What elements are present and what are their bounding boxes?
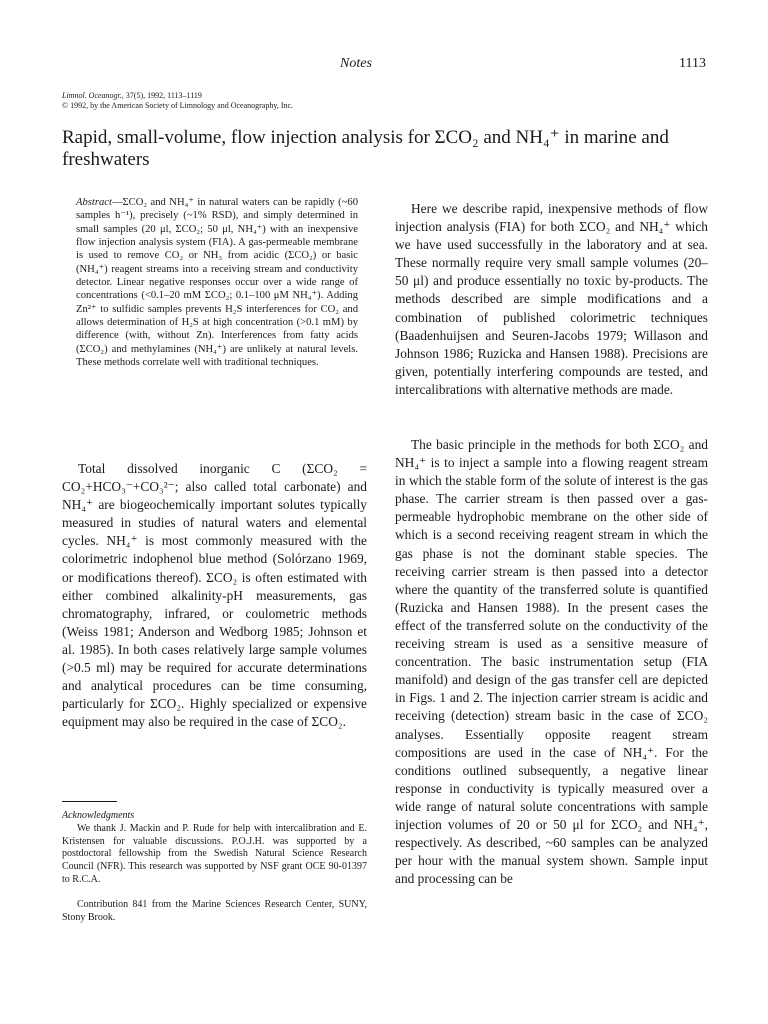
abstract-label: Abstract [76, 197, 112, 208]
copyright-line: © 1992, by the American Society of Limnology and Oceanography, Inc. [62, 101, 294, 110]
right-paragraph-2: The basic principle in the methods for both ΣCO₂ and NH₄⁺ is to inject a sample into a flowing reagent stream in which the stable form of the solute of interest is the gas phase. The carrier stream is then passed over a gas-permeable hydrophobic membrane on the other side of which is a second receiving reagent stream in which the gas phase is not the dominant stable species. The receiving carrier stream is then passed into a detector where the quantity of the transferred solute is quantified (Ruzicka and Hansen 1988). In the present cases the effect of the transferred solute on the conductivity of the receiving stream is used as a sensitive measure of concentration. The basic instrumentation setup (FIA manifold) and design of the gas transfer cell are depicted in Figs. 1 and 2. The injection carrier stream is acidic and receiving (detection) stream basic in the case of ΣCO₂ analyses. Essentially opposite reagent stream compositions are used in the case of NH₄⁺. For the conditions outlined subsequently, a negative linear response in conductivity is typically measured over a wide range of natural solute concentrations with sample injection volumes of 20 or 50 μl for ΣCO₂ and NH₄⁺, respectively. As described, ~60 samples can be analyzed per hour with the manual system shown. Sample input and processing can be [395, 437, 708, 887]
right-paragraph-1: Here we describe rapid, inexpensive methods of flow injection analysis (FIA) for both ΣCO₂ and NH₄⁺ which we have used successfully in the laboratory and at sea. These normally require very small sample volumes (20–50 μl) and produce essentially no toxic by-products. The methods described are simple modifications and a combination of published colorimetric techniques (Baadenhuijsen and Seuren-Jacobs 1979; Willason and Johnson 1986; Ruzicka and Hansen 1988). Precisions are given, potentially interfering compounds are tested, and intercalibrations with alternative methods are made. [395, 201, 708, 397]
acknowledgments-heading: Acknowledgments [62, 810, 135, 821]
intro-paragraph: Total dissolved inorganic C (ΣCO₂ = CO₂+HCO₃⁻+CO₃²⁻; also called total carbonate) and NH₄⁺ are biogeochemically important solutes typically measured in studies of natural waters and elemental cycles. NH₄⁺ is most commonly measured with the colorimetric indophenol blue method (Solórzano 1969, or modifications thereof). ΣCO₂ is often estimated with either combined alkalinity-pH measurements, gas chromatography, infrared, or coulometric methods (Weiss 1981; Anderson and Wedborg 1985; Johnson et al. 1985). In both cases relatively large sample volumes (>0.5 ml) may be required for accurate determinations and analytical procedures can be time consuming, particularly for ΣCO₂. Highly specialized or expensive equipment may also be required in the case of ΣCO₂. [62, 461, 367, 730]
article-title: Rapid, small-volume, flow injection analysis for ΣCO₂ and NH₄⁺ in marine and freshwaters [62, 127, 669, 170]
page-number: 1113 [679, 56, 706, 71]
acknowledgments-text: We thank J. Mackin and P. Rude for help with intercalibration and E. Kristensen for valuable discussions. P.O.J.H. was supported by a postdoctoral fellowship from the Swedish Natural Science Research Council (NFR). This research was supported by NSF grant OCE 90-01397 to R.C.A. [62, 823, 367, 885]
footnote-rule [62, 801, 117, 802]
citation-details: , 37(5), 1992, 1113–1119 [121, 91, 202, 100]
citation-block [62, 91, 293, 111]
contribution-note: Contribution 841 from the Marine Sciences Research Center, SUNY, Stony Brook. [62, 899, 367, 923]
running-head: Notes [340, 56, 372, 71]
abstract-text: —ΣCO₂ and NH₄⁺ in natural waters can be rapidly (~60 samples h⁻¹), precisely (~1% RSD), and simply determined in small samples (20 μl, ΣCO₂; 50 μl, NH₄⁺) with an inexpensive flow injection analysis system (FIA). A gas-permeable membrane is used to remove CO₂ or NH₃ from acidic (ΣCO₂) or basic (NH₄⁺) reagent streams into a receiving stream and conductivity detector. Linear negative responses occur over a wide range of concentrations (<0.1–20 mM ΣCO₂; 0.1–100 μM NH₄⁺). Adding Zn²⁺ to sulfidic samples prevents H₂S interferences for CO₂ and allows determination of H₂S at high concentration (>0.1 mM) by difference (with, without Zn). Interferences from fatty acids (ΣCO₂) and methylamines (NH₄⁺) are unlikely at natural levels. These methods correlate well with traditional techniques. [76, 197, 358, 369]
abstract [76, 196, 358, 369]
journal-name: Limnol. Oceanogr. [62, 91, 122, 100]
citation-line [62, 91, 293, 101]
